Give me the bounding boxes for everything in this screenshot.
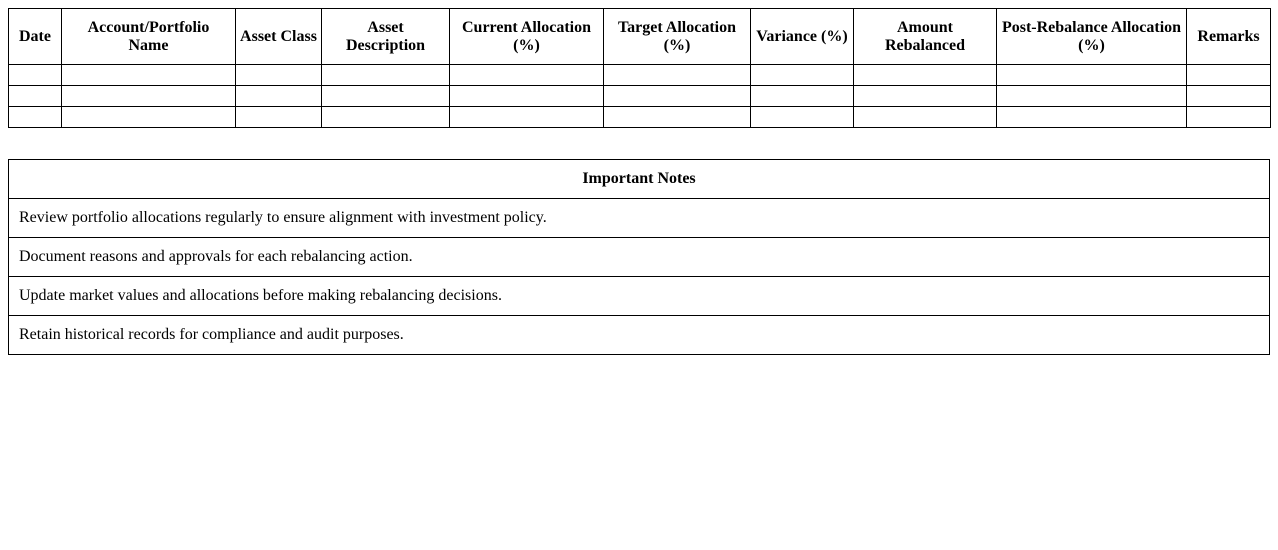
table-cell[interactable] (604, 86, 751, 107)
table-cell[interactable] (9, 65, 62, 86)
note-item: Update market values and allocations before making rebalancing decisions. (9, 277, 1270, 316)
table-cell[interactable] (62, 65, 236, 86)
note-row (9, 316, 1270, 355)
note-item: Review portfolio allocations regularly to ensure alignment with investment policy. (9, 199, 1270, 238)
table-cell[interactable] (236, 86, 322, 107)
table-cell[interactable] (854, 86, 997, 107)
rebalancing-table (8, 8, 1271, 128)
table-cell[interactable] (450, 107, 604, 128)
table-cell[interactable] (236, 65, 322, 86)
table-cell[interactable] (9, 86, 62, 107)
important-notes-table (8, 159, 1270, 355)
notes-title: Important Notes (9, 160, 1270, 199)
table-cell[interactable] (62, 86, 236, 107)
header-account-portfolio-name: Account/Portfolio Name (62, 9, 236, 65)
table-cell[interactable] (322, 65, 450, 86)
table-cell[interactable] (236, 107, 322, 128)
note-item: Retain historical records for compliance and audit purposes. (9, 316, 1270, 355)
table-row (9, 86, 1271, 107)
table-cell[interactable] (1187, 65, 1271, 86)
table-cell[interactable] (751, 107, 854, 128)
table-cell[interactable] (9, 107, 62, 128)
table-header-row (9, 9, 1271, 65)
table-cell[interactable] (997, 65, 1187, 86)
table-cell[interactable] (1187, 107, 1271, 128)
header-date: Date (9, 9, 62, 65)
table-cell[interactable] (854, 65, 997, 86)
header-current-allocation: Current Allocation (%) (450, 9, 604, 65)
header-asset-class: Asset Class (236, 9, 322, 65)
note-item: Document reasons and approvals for each rebalancing action. (9, 238, 1270, 277)
table-cell[interactable] (751, 86, 854, 107)
table-cell[interactable] (322, 107, 450, 128)
header-post-rebalance-allocation: Post-Rebalance Allocation (%) (997, 9, 1187, 65)
table-cell[interactable] (604, 65, 751, 86)
notes-header-row (9, 160, 1270, 199)
table-cell[interactable] (62, 107, 236, 128)
header-asset-description: Asset Description (322, 9, 450, 65)
table-cell[interactable] (322, 86, 450, 107)
note-row (9, 199, 1270, 238)
header-variance: Variance (%) (751, 9, 854, 65)
table-cell[interactable] (1187, 86, 1271, 107)
header-amount-rebalanced: Amount Rebalanced (854, 9, 997, 65)
table-cell[interactable] (854, 107, 997, 128)
table-cell[interactable] (997, 86, 1187, 107)
header-target-allocation: Target Allocation (%) (604, 9, 751, 65)
table-cell[interactable] (604, 107, 751, 128)
note-row (9, 277, 1270, 316)
header-remarks: Remarks (1187, 9, 1271, 65)
note-row (9, 238, 1270, 277)
table-cell[interactable] (997, 107, 1187, 128)
table-row (9, 107, 1271, 128)
table-cell[interactable] (450, 86, 604, 107)
table-cell[interactable] (450, 65, 604, 86)
table-cell[interactable] (751, 65, 854, 86)
table-row (9, 65, 1271, 86)
